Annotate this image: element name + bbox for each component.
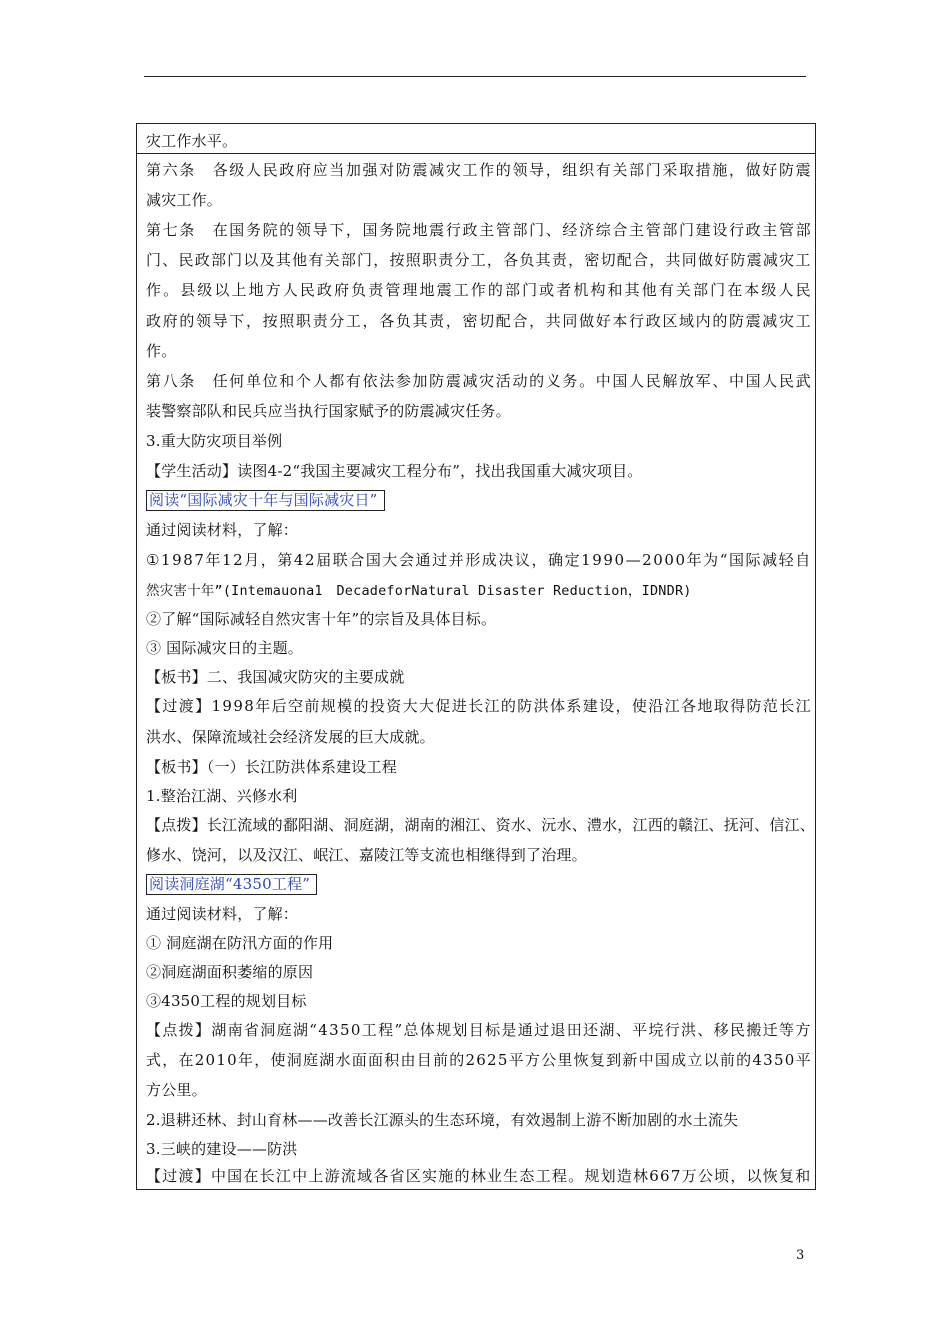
text-line: 【板书】二、我国减灾防灾的主要成就 bbox=[146, 668, 405, 686]
text-line: ③ 国际减灾日的主题。 bbox=[146, 639, 303, 657]
text-line: 3.重大防灾项目举例 bbox=[146, 432, 283, 450]
text-line: 政 府 的 领 导 下 ， 按 照 职 责 分 工 ， 各 负 其 责 ， 密 切 配 合 ， 共 同 做 好 本 行 政 区 域 内 的 防 震 减 灾 工 bbox=[146, 312, 811, 330]
text-line: 减灾工作。 bbox=[146, 191, 223, 209]
text-line: 门 、 民 政 部 门 以 及 其 他 有 关 部 门 ， 按 照 职 责 分 工 ， 各 负 其 责 ， 密 切 配 合 ， 共 同 做 好 防 震 减 灾 工 bbox=[146, 251, 811, 269]
text-line: 2.退耕还林、封山育林——改善长江源头的生态环境，有效遏制上游不断加剧的水土流失 bbox=[146, 1111, 739, 1129]
text-line: 作。 bbox=[146, 342, 177, 360]
text-line: 装警察部队和民兵应当执行国家赋予的防震减灾任务。 bbox=[146, 402, 511, 420]
text-line bbox=[146, 580, 692, 601]
text-line: 3.三峡的建设——防洪 bbox=[146, 1140, 298, 1158]
text-line: 通过阅读材料，了解： bbox=[146, 905, 299, 923]
text-line: 【 过 渡 】 1 9 9 8 年 后 空 前 规 模 的 投 资 大 大 促 进 长 江 的 防 洪 体 系 建 设 ， 使 沿 江 各 地 取 得 防 范 长 江 bbox=[146, 697, 811, 715]
text-line: 1.整治江湖、兴修水利 bbox=[146, 787, 298, 805]
text-line: ②洞庭湖面积萎缩的原因 bbox=[146, 963, 314, 981]
reading-title: 阅读洞庭湖“4350工程” bbox=[146, 874, 317, 895]
text-line: 第 六 条 各 级 人 民 政 府 应 当 加 强 对 防 震 减 灾 工 作 的 领 导 ， 组 织 有 关 部 门 采 取 措 施 ， 做 好 防 震 bbox=[146, 161, 811, 179]
text-line: 【学生活动】读图4-2“我国主要减灾工程分布”，找出我国重大减灾项目。 bbox=[146, 462, 643, 480]
text-line: 第 七 条 在 国 务 院 的 领 导 下 ， 国 务 院 地 震 行 政 主 管 部 门 、 经 济 综 合 主 管 部 门 建 设 行 政 主 管 部 bbox=[146, 221, 811, 239]
text-line: 洪水、保障流域社会经济发展的巨大成就。 bbox=[146, 728, 435, 746]
page-number: 3 bbox=[796, 1248, 805, 1263]
text-line: ③4350工程的规划目标 bbox=[146, 992, 307, 1010]
table-row-divider bbox=[137, 124, 815, 154]
text-line-content: 然灾害十年”(Intemauona1 DecadeforNatural Disaster Reduction，IDNDR) bbox=[146, 583, 692, 599]
reading-box-1 bbox=[146, 490, 385, 511]
text-line: 【 过 渡 】 中 国 在 长 江 中 上 游 流 域 各 省 区 实 施 的 林 业 生 态 工 程 。 规 划 造 林 6 6 7 万 公 顷 ， 以 恢 复 和 bbox=[146, 1167, 811, 1185]
text-line: 作 。 县 级 以 上 地 方 人 民 政 府 负 责 管 理 地 震 工 作 的 部 门 或 者 机 构 和 其 他 有 关 部 门 在 本 级 人 民 bbox=[146, 281, 811, 299]
reading-box-2 bbox=[146, 874, 317, 895]
text-line: 通过阅读材料，了解： bbox=[146, 521, 299, 539]
header-rule bbox=[144, 76, 806, 77]
text-line: 第 八 条 任 何 单 位 和 个 人 都 有 依 法 参 加 防 震 减 灾 活 动 的 义 务 。 中 国 人 民 解 放 军 、 中 国 人 民 武 bbox=[146, 372, 811, 390]
text-line: 方公里。 bbox=[146, 1081, 207, 1099]
text-line: 【 点 拨 】 长 江 流 域 的 鄱 阳 湖 、 洞 庭 湖 ， 湖 南 的 湘 江 、 资 水 、 沅 水 、 澧 水 ， 江 西 的 赣 江 、 抚 河 、 信 江 、 bbox=[146, 816, 815, 834]
reading-title: 阅读“国际减灾十年与国际减灾日” bbox=[146, 490, 385, 511]
text-line: 【 点 拨 】 湖 南 省 洞 庭 湖 “ 4 3 5 0 工 程 ” 总 体 规 划 目 标 是 通 过 退 田 还 湖 、 平 垸 行 洪 、 移 民 搬 迁 等 方 bbox=[146, 1021, 811, 1039]
text-line: 式 ， 在 2 0 1 0 年 ， 使 洞 庭 湖 水 面 面 积 由 目 前 的 2 6 2 5 平 方 公 里 恢 复 到 新 中 国 成 立 以 前 的 4 3 5 0 平 bbox=[146, 1051, 811, 1069]
text-line: ① 洞庭湖在防汛方面的作用 bbox=[146, 934, 334, 952]
text-line: 灾工作水平。 bbox=[146, 132, 238, 150]
text-line: ① 1 9 8 7 年 1 2 月 ， 第 4 2 届 联 合 国 大 会 通 过 并 形 成 决 议 ， 确 定 1 9 9 0 — 2 0 0 0 年 为 “ 国 际 减 轻 自 bbox=[146, 551, 811, 569]
text-line: ②了解“国际减轻自然灾害十年”的宗旨及具体目标。 bbox=[146, 610, 497, 628]
text-line: 【板书】（一）长江防洪体系建设工程 bbox=[146, 758, 397, 776]
text-line: 修水、饶河，以及汉江、岷江、嘉陵江等支流也相继得到了治理。 bbox=[146, 846, 587, 864]
